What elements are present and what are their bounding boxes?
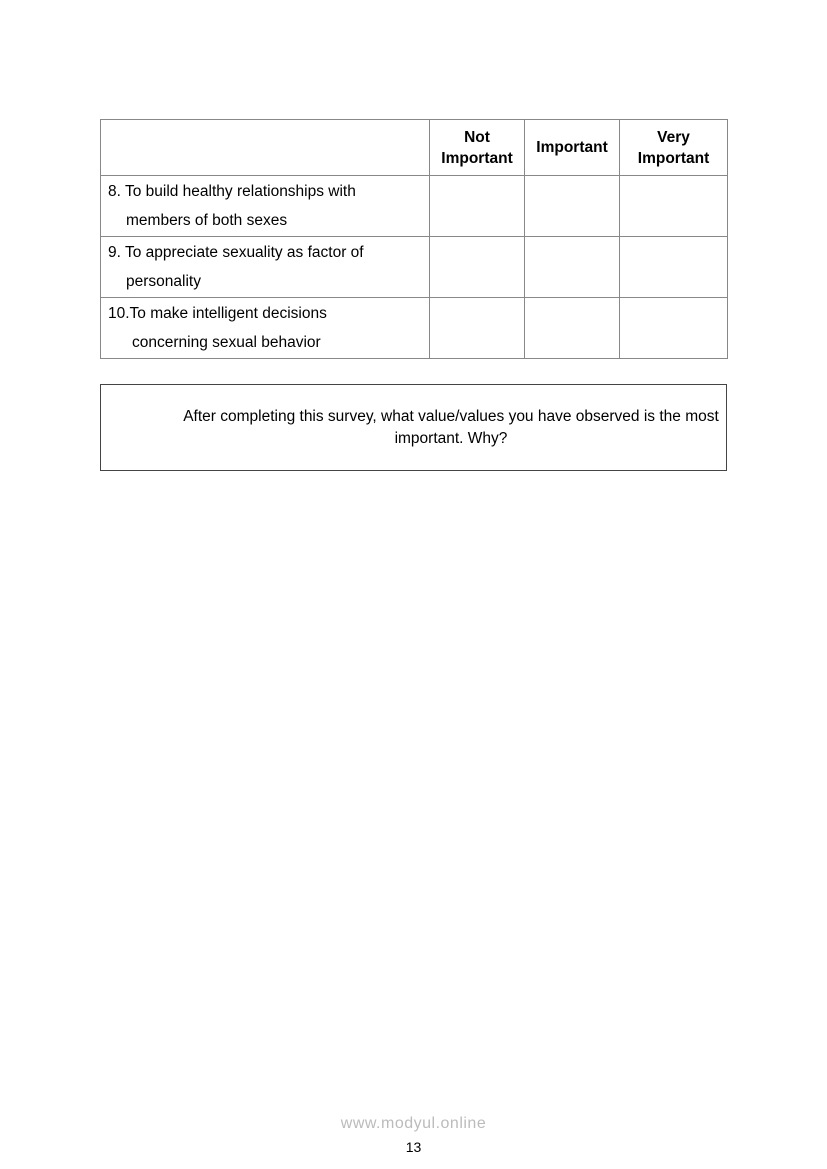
cell-not-important[interactable] <box>430 298 525 359</box>
item-9: 9. To appreciate sexuality as factor of personality <box>101 237 430 298</box>
cell-important[interactable] <box>525 176 620 237</box>
cell-not-important[interactable] <box>430 176 525 237</box>
reflection-box <box>100 384 727 471</box>
table-row <box>101 176 728 237</box>
header-important: Important <box>525 120 620 176</box>
cell-very-important[interactable] <box>620 298 728 359</box>
cell-very-important[interactable] <box>620 237 728 298</box>
header-blank <box>101 120 430 176</box>
item-10: 10.To make intelligent decisions concerning sexual behavior <box>101 298 430 359</box>
header-very-important: Very Important <box>620 120 728 176</box>
cell-very-important[interactable] <box>620 176 728 237</box>
page-number: 13 <box>405 1139 422 1155</box>
table-header-row <box>101 120 728 176</box>
header-not-important: Not Important <box>430 120 525 176</box>
cell-not-important[interactable] <box>430 237 525 298</box>
table-row <box>101 237 728 298</box>
watermark: www.modyul.online <box>340 1115 487 1132</box>
reflection-prompt: After completing this survey, what value/values you have observed is the most important. Why? <box>183 408 719 447</box>
table-row <box>101 298 728 359</box>
item-8: 8. To build healthy relationships with members of both sexes <box>101 176 430 237</box>
cell-important[interactable] <box>525 298 620 359</box>
cell-important[interactable] <box>525 237 620 298</box>
values-survey-table <box>100 119 728 359</box>
